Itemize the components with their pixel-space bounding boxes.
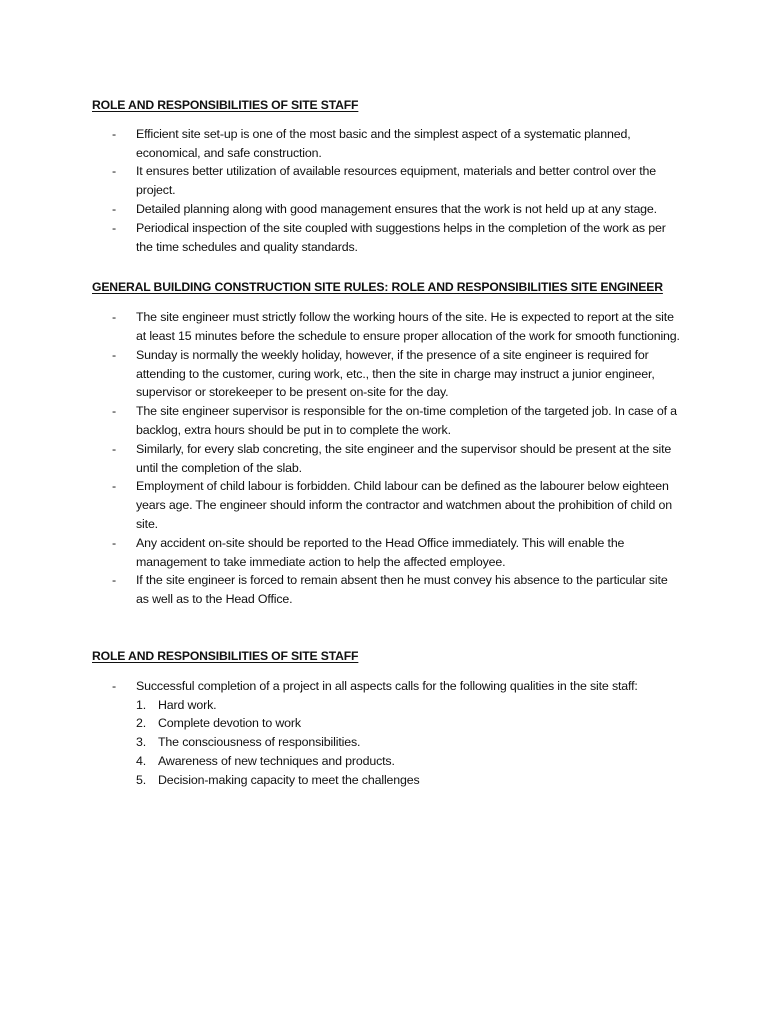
item-number: 5.	[136, 772, 147, 787]
numbered-item-text: Awareness of new techniques and products.	[158, 753, 395, 768]
item-number: 1.	[136, 697, 147, 712]
section-site-staff-roles	[92, 96, 680, 256]
list-item-text: If the site engineer is forced to remain absent then he must convey his absence to the particular site as well as to the Head Office.	[136, 573, 668, 607]
numbered-item-text: Hard work.	[158, 697, 217, 712]
bullet-list	[92, 677, 680, 696]
numbered-list	[92, 696, 680, 790]
numbered-item	[92, 771, 680, 790]
list-item-text: Successful completion of a project in all aspects calls for the following qualities in the site staff:	[136, 678, 638, 693]
list-item	[92, 219, 680, 257]
list-item-text: Periodical inspection of the site coupled with suggestions helps in the completion of the work as per the time schedules and quality standards.	[136, 220, 666, 254]
list-item-text: Sunday is normally the weekly holiday, however, if the presence of a site engineer is required for attending to the customer, curing work, etc., then the site in charge may instruct a junior engineer, supervisor or storekeeper to be present on-site for the day.	[136, 347, 655, 400]
section-heading: ROLE AND RESPONSIBILITIES OF SITE STAFF	[92, 98, 359, 112]
list-item-text: Employment of child labour is forbidden. Child labour can be defined as the labourer below eighteen years age. The engineer should inform the contractor and watchmen about the prohibition of child on site.	[136, 479, 672, 531]
list-item	[92, 308, 680, 346]
list-item	[92, 402, 680, 440]
list-item	[92, 534, 680, 572]
dash-bullet: -	[112, 479, 116, 494]
list-item	[92, 477, 680, 533]
dash-bullet: -	[112, 220, 116, 235]
item-number: 2.	[136, 716, 147, 731]
numbered-item	[92, 714, 680, 733]
list-item	[92, 571, 680, 609]
section-heading: ROLE AND RESPONSIBILITIES OF SITE STAFF	[92, 648, 359, 663]
list-item	[92, 162, 680, 200]
list-item-text: Detailed planning along with good management ensures that the work is not held up at any stage.	[136, 201, 657, 216]
list-item	[92, 125, 680, 163]
dash-bullet: -	[112, 347, 116, 362]
list-item	[92, 346, 680, 402]
numbered-item	[92, 733, 680, 752]
numbered-item	[92, 696, 680, 715]
numbered-item	[92, 752, 680, 771]
numbered-item-text: Decision-making capacity to meet the challenges	[158, 772, 420, 787]
numbered-item-text: Complete devotion to work	[158, 716, 301, 731]
section-site-engineer-rules	[92, 278, 680, 609]
list-item-text: It ensures better utilization of available resources equipment, materials and better control over the project.	[136, 164, 657, 198]
dash-bullet: -	[112, 404, 116, 419]
section-site-staff-qualities	[92, 647, 680, 790]
item-number: 4.	[136, 753, 147, 768]
dash-bullet: -	[112, 678, 116, 693]
bullet-list	[92, 308, 680, 609]
numbered-item-text: The consciousness of responsibilities.	[158, 735, 361, 750]
list-item	[92, 200, 680, 219]
list-item-text: Efficient site set-up is one of the most basic and the simplest aspect of a systematic planned, economical, and safe construction.	[136, 126, 631, 160]
dash-bullet: -	[112, 441, 116, 456]
dash-bullet: -	[112, 126, 116, 141]
list-item	[92, 440, 680, 478]
dash-bullet: -	[112, 535, 116, 550]
bullet-list	[92, 125, 680, 257]
list-item-text: The site engineer supervisor is responsible for the on-time completion of the targeted job. In case of a backlog, extra hours should be put in to complete the work.	[136, 404, 677, 437]
item-number: 3.	[136, 735, 147, 750]
section-heading: GENERAL BUILDING CONSTRUCTION SITE RULES: ROLE AND RESPONSIBILITIES SITE ENGINEER	[92, 280, 663, 295]
dash-bullet: -	[112, 164, 116, 179]
list-item	[92, 677, 680, 696]
list-item-text: Any accident on-site should be reported to the Head Office immediately. This will enable the management to take immediate action to help the affected employee.	[136, 535, 625, 569]
dash-bullet: -	[112, 201, 116, 216]
dash-bullet: -	[112, 310, 116, 325]
dash-bullet: -	[112, 573, 116, 588]
list-item-text: The site engineer must strictly follow the working hours of the site. He is expected to report at the site at least 15 minutes before the schedule to ensure proper allocation of the work for smooth functioning.	[136, 310, 680, 343]
list-item-text: Similarly, for every slab concreting, the site engineer and the supervisor should be present at the site until the completion of the slab.	[136, 441, 672, 475]
